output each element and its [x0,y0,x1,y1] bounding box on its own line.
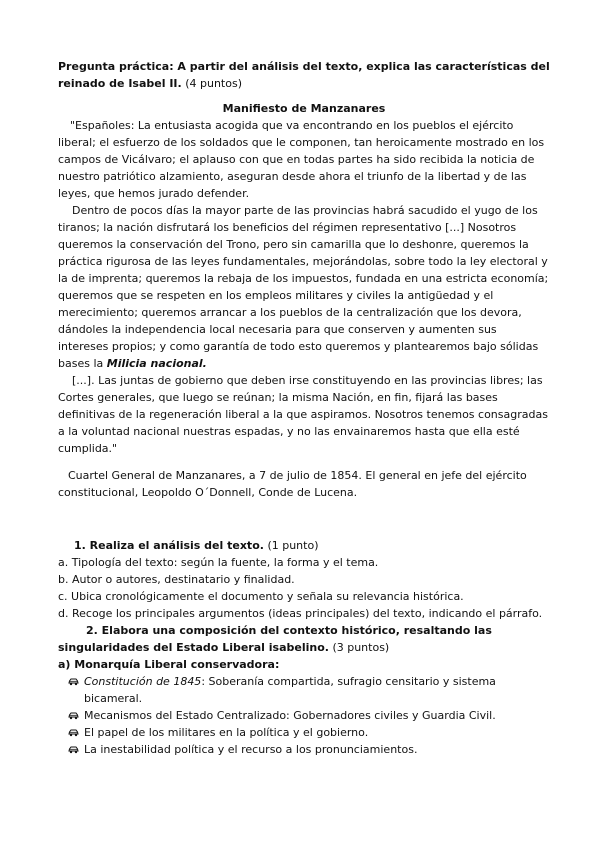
paragraph-1: "Españoles: La entusiasta acogida que va encontrando en los pueblos el ejército liberal; el esfuerzo de los soldados que le componen, tan heroicamente mostrado en los campos de Vicálvaro; el aplauso con que en todas partes ha sido recibida la noticia de nuestro patriótico alzamiento, aseguran desde ahora el triunfo de la libertad y de las leyes, que hemos jurado defender. [58,119,545,200]
document-title: Manifiesto de Manzanares [222,102,386,115]
paragraph-2-text: Dentro de pocos días la mayor parte de las provincias habrá sacudido el yugo de los tiranos; la nación disfrutará los beneficios del régimen representativo [...] Nosotros queremos la conservación del Trono, pero sin camarilla que lo deshonre, queremos la práctica rigurosa de las leyes fundamentales, mejorándolas, sobre todo la ley electoral y la de imprenta; queremos la rebaja de los impuestos, fundada en una estricta economía; queremos que se respeten en los empleos militares y civiles la antigüedad y el merecimiento; queremos arrancar a los pueblos de la centralización que los devora, dándoles la independencia local necesaria para que conserven y aumenten sus intereses propios; y como garantía de todo esto queremos y plantearemos bajo sólidas bases la [58,204,549,370]
section-2-heading [58,622,550,656]
list-item: c. Ubica cronológicamente el documento y señala su relevancia histórica. [58,590,464,603]
section-2-bullets [58,673,550,758]
paragraph-3: [...]. Las juntas de gobierno que deben irse constituyendo en las provincias libres; las Cortes generales, que luego se reúnan; la misma Nación, en fin, fijará las bases definitivas de la regeneración liberal a la que aspiramos. Nosotros tenemos consagradas a la voluntad nacional nuestras espadas, y no las envainaremos hasta que ella esté cumplida." [58,374,548,455]
bullet-item [58,724,550,741]
list-item: a. Tipología del texto: según la fuente, la forma y el tema. [58,556,379,569]
question-points: (4 puntos) [185,77,242,90]
bullet-item [58,707,550,724]
bullet-text: Mecanismos del Estado Centralizado: Gobernadores civiles y Guardia Civil. [84,709,496,722]
paragraph-2 [58,202,550,372]
car-icon [68,745,79,754]
section-2-points: (3 puntos) [332,641,390,654]
practical-question [58,58,550,92]
bullet-item [58,673,550,707]
bullet-emphasis: Constitución de 1845 [84,675,202,688]
car-icon [68,677,79,686]
section-1-points: (1 punto) [267,539,319,552]
section-1-title: 1. Realiza el análisis del texto. [74,539,264,552]
car-icon [68,711,79,720]
bullet-text: El papel de los militares en la política y el gobierno. [84,726,369,739]
section-2-subheading: a) Monarquía Liberal conservadora: [58,658,280,671]
section-1-list [58,554,550,622]
list-item: d. Recoge los principales argumentos (ideas principales) del texto, indicando el párrafo. [58,607,543,620]
section-2-title: 2. Elabora una composición del contexto histórico, resaltando las singularidades del Estado Liberal isabelino. [58,624,492,654]
bullet-text: La inestabilidad política y el recurso a los pronunciamientos. [84,743,418,756]
section-1-heading [58,537,550,554]
signature: Cuartel General de Manzanares, a 7 de julio de 1854. El general en jefe del ejército constitucional, Leopoldo O´Donnell, Conde de Lucena. [58,469,527,499]
question-text: Pregunta práctica: A partir del análisis del texto, explica las características del reinado de Isabel II. [58,60,550,90]
list-item: b. Autor o autores, destinatario y finalidad. [58,573,295,586]
milicia-nacional: Milicia nacional. [106,357,207,370]
bullet-text: : Soberanía compartida, sufragio censitario y sistema bicameral. [84,675,496,705]
bullet-item [58,741,550,758]
car-icon [68,728,79,737]
